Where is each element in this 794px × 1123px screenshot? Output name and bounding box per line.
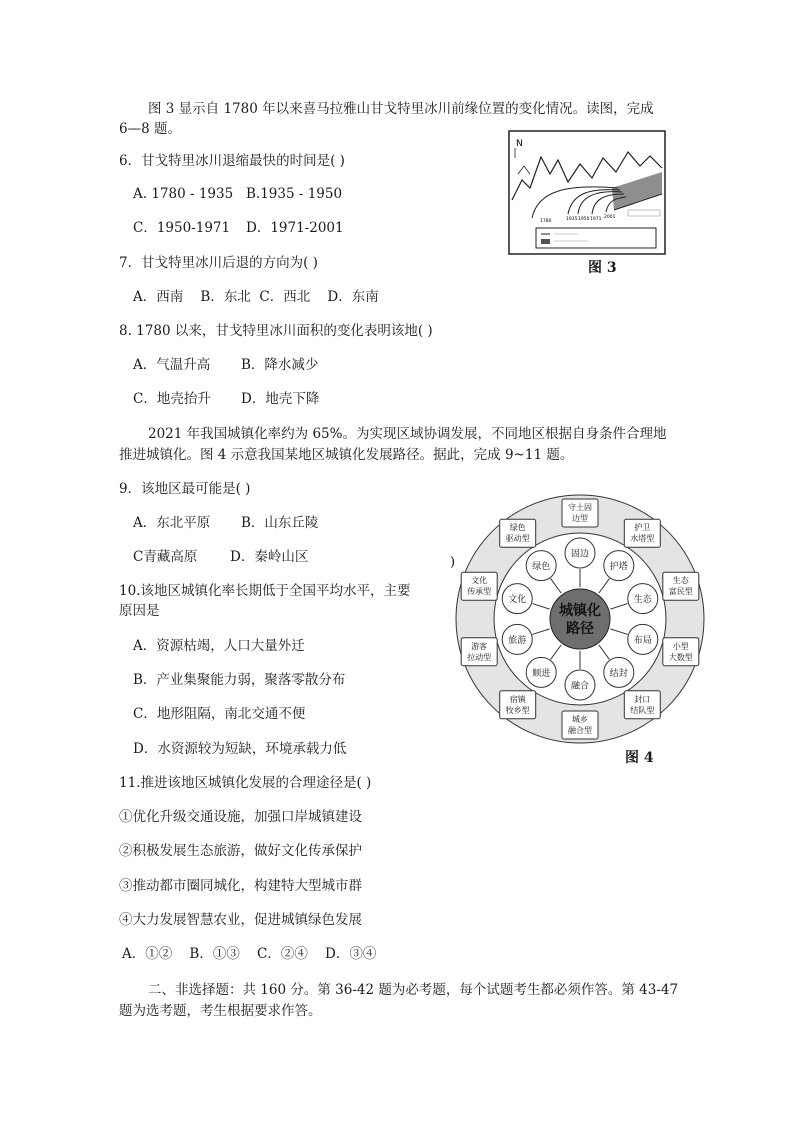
q11-item-1: ①优化升级交通设施，加强口岸城镇建设 [119, 809, 362, 825]
q7-stem: 7．甘戈特里冰川后退的方向为( ) [119, 255, 318, 271]
section-2-line-1: 二、非选择题：共 160 分。第 36-42 题为必考题，每个试题考生都必须作答。第 43-47 [148, 982, 679, 998]
inner-node-label: 顺进 [532, 668, 551, 679]
inner-node-label: 护塔 [609, 562, 628, 573]
center-label-line-2: 路径 [566, 621, 594, 637]
outer-node-label: 水塔型 [630, 534, 655, 544]
outer-node-label: 绿色 [509, 523, 526, 533]
q9-stem: 9．该地区最可能是( ) [119, 481, 251, 497]
outer-node-label: 传承型 [467, 587, 492, 597]
intro-paragraph-1-line-1: 图 3 显示自 1780 年以来喜马拉雅山甘戈特里冰川前缘位置的变化情况。读图，完成 [148, 101, 654, 117]
outer-node-label: 小型 [672, 641, 689, 651]
q8-option-c: C．地壳抬升 [133, 391, 211, 407]
center-label-line-1: 城镇化 [559, 603, 601, 619]
legend-hatch-swatch [541, 239, 550, 244]
q11-stem: 11.推进该地区城镇化发展的合理途径是( ) [119, 775, 372, 791]
outer-node-label: 城乡 [572, 715, 588, 724]
figure-3-caption: 图 3 [588, 260, 617, 276]
q8-option-d: D．地壳下降 [241, 391, 320, 407]
stray-parenthesis: ) [450, 555, 456, 570]
q9-option-b: B．山东丘陵 [241, 515, 319, 531]
outer-node-label: 游客 [471, 641, 488, 651]
outer-node-label: 大数型 [668, 652, 693, 662]
year-label-1935: 1935 [566, 217, 578, 222]
q11-options: A．①② B．①③ C．②④ D．③④ [122, 946, 377, 962]
q9-option-d: D．秦岭山区 [230, 549, 309, 565]
year-label-1950: 1950 [578, 217, 590, 222]
outer-node-label: 富民型 [668, 587, 693, 597]
q6-option-c: C．1950-1971 [133, 220, 231, 236]
outer-node-label: 边型 [572, 514, 588, 523]
inner-node-label: 旅游 [508, 635, 527, 646]
year-label-1780: 1780 [540, 219, 552, 224]
q8-option-b: B．降水减少 [241, 357, 319, 373]
figure-3-drawing [508, 130, 666, 255]
intro-paragraph-2-line-2: 推进城镇化。图 4 示意我国某地区城镇化发展路径。据此，完成 9~11 题。 [119, 447, 574, 463]
q10-option-c: C．地形阻隔，南北交通不便 [133, 706, 306, 722]
figure-4-caption: 图 4 [625, 750, 654, 766]
inner-node-label: 布局 [633, 635, 652, 646]
outer-node-label: 宿镇 [509, 694, 526, 704]
q11-item-4: ④大力发展智慧农业，促进城镇绿色发展 [119, 912, 362, 928]
outer-node-label: 牧乡型 [505, 705, 530, 715]
q7-options: A．西南 B．东北 C．西北 D．东南 [133, 289, 379, 305]
outer-node-label: 封口 [634, 694, 651, 704]
q6-option-b: B.1935 - 1950 [246, 186, 343, 202]
q10-option-b: B．产业集聚能力弱，聚落零散分布 [133, 672, 346, 688]
outer-node-label: 护卫 [634, 523, 651, 533]
inner-node-label: 融合 [570, 681, 590, 692]
q11-item-3: ③推动都市圈同城化，构建特大型城市群 [119, 878, 362, 894]
q9-option-c: C青藏高原 [133, 549, 198, 565]
figure-4-drawing [448, 488, 720, 750]
q11-item-2: ②积极发展生态旅游，做好文化传承保护 [119, 843, 362, 859]
q10-stem-line-1: 10.该地区城镇化率长期低于全国平均水平，主要 [119, 583, 411, 599]
section-2-line-2: 题为选考题，考生根据要求作答。 [119, 1003, 322, 1019]
year-label-1971: 1971 [590, 217, 602, 222]
inner-node-label: 绿色 [532, 562, 551, 573]
figure-4-urbanization-diagram [448, 488, 720, 750]
intro-paragraph-1-line-2: 6—8 题。 [119, 121, 181, 137]
inner-node-label: 生态 [633, 595, 652, 606]
q10-stem-line-2: 原因是 [119, 603, 160, 619]
north-arrow-label: N [516, 139, 523, 149]
q9-option-a: A．东北平原 [133, 515, 211, 531]
q8-stem: 8. 1780 以来，甘戈特里冰川面积的变化表明该地( ) [119, 323, 433, 339]
q10-option-d: D．水资源较为短缺，环境承载力低 [133, 741, 347, 757]
outer-node-label: 文化 [471, 576, 488, 586]
q8-option-a: A．气温升高 [133, 357, 211, 373]
q6-option-d: D．1971-2001 [246, 220, 344, 236]
q6-stem: 6．甘戈特里冰川退缩最快的时间是( ) [119, 153, 345, 169]
figure-3-glacier-diagram [508, 130, 666, 255]
center-hub [550, 589, 610, 649]
outer-node-label: 生态 [672, 576, 689, 586]
outer-node-label: 结队型 [630, 705, 655, 715]
outer-node-label: 融合型 [568, 726, 592, 735]
inner-node-label: 结封 [609, 668, 628, 679]
outer-node-label: 拉动型 [467, 652, 492, 662]
q10-option-a: A．资源枯竭，人口大量外迁 [133, 638, 305, 654]
inner-node-label: 固边 [570, 549, 590, 560]
year-label-2001: 2001 [604, 215, 616, 220]
outer-node-label: 驱动型 [505, 534, 530, 544]
inner-node-label: 文化 [508, 595, 527, 606]
q6-option-a: A. 1780 - 1935 [133, 186, 234, 202]
outer-node-label: 守土固 [568, 503, 592, 512]
intro-paragraph-2-line-1: 2021 年我国城镇化率约为 65%。为实现区域协调发展，不同地区根据自身条件合理地 [148, 426, 667, 442]
